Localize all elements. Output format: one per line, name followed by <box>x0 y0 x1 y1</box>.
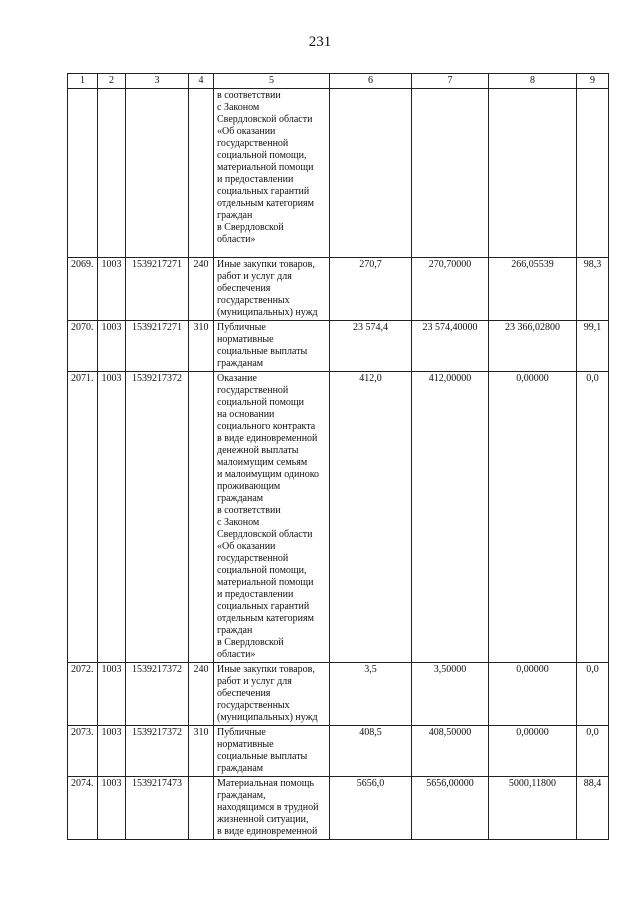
header-cell-2: 2 <box>98 74 126 89</box>
cell-empty <box>126 89 189 258</box>
cell-name: Оказание государственной социальной помощи на основании социального контракта в виде единовременной денежной выплаты малоимущим семьям и малоимущим одиноко проживающим гражданам в соответствии с Законом Свердловской области «Об оказании государственной социальной помощи, материальной помощи и предоставлении социальных гарантий отдельным категориям граждан в Свердловской области» <box>214 372 330 663</box>
cell-code: 1539217473 <box>126 777 189 840</box>
cell-col8: 266,05539 <box>489 258 577 321</box>
cell-section: 1003 <box>98 258 126 321</box>
table-row <box>68 726 609 777</box>
cell-section: 1003 <box>98 372 126 663</box>
cell-type: 310 <box>189 321 214 372</box>
header-cell-4: 4 <box>189 74 214 89</box>
header-cell-8: 8 <box>489 74 577 89</box>
cell-col6: 270,7 <box>330 258 412 321</box>
cell-code: 1539217271 <box>126 321 189 372</box>
cell-col6: 5656,0 <box>330 777 412 840</box>
cell-col9: 88,4 <box>577 777 609 840</box>
cell-col8: 23 366,02800 <box>489 321 577 372</box>
cell-col9: 98,3 <box>577 258 609 321</box>
cell-col9: 0,0 <box>577 663 609 726</box>
table-row-continuation <box>68 89 609 258</box>
table-row <box>68 258 609 321</box>
cell-col8: 5000,11800 <box>489 777 577 840</box>
cell-col6: 412,0 <box>330 372 412 663</box>
cell-col7: 408,50000 <box>412 726 489 777</box>
cell-num: 2074. <box>68 777 98 840</box>
budget-table <box>67 73 609 840</box>
page-number: 231 <box>308 34 332 50</box>
cell-col8: 0,00000 <box>489 663 577 726</box>
cell-num: 2072. <box>68 663 98 726</box>
cell-col6: 3,5 <box>330 663 412 726</box>
cell-col9: 99,1 <box>577 321 609 372</box>
cell-code: 1539217271 <box>126 258 189 321</box>
cell-col8: 0,00000 <box>489 726 577 777</box>
header-cell-7: 7 <box>412 74 489 89</box>
cell-name: Материальная помощь гражданам, находящимся в трудной жизненной ситуации, в виде единовременной <box>214 777 330 840</box>
cell-col6: 23 574,4 <box>330 321 412 372</box>
cell-empty <box>189 89 214 258</box>
cell-name: Иные закупки товаров, работ и услуг для обеспечения государственных (муниципальных) нужд <box>214 663 330 726</box>
cell-type <box>189 777 214 840</box>
cell-section: 1003 <box>98 726 126 777</box>
cell-col6: 408,5 <box>330 726 412 777</box>
header-cell-5: 5 <box>214 74 330 89</box>
table-row <box>68 372 609 663</box>
cell-num: 2069. <box>68 258 98 321</box>
cell-type: 240 <box>189 663 214 726</box>
cell-section: 1003 <box>98 777 126 840</box>
cell-empty <box>330 89 412 258</box>
cell-num: 2070. <box>68 321 98 372</box>
table-row <box>68 321 609 372</box>
cell-name: Иные закупки товаров, работ и услуг для обеспечения государственных (муниципальных) нужд <box>214 258 330 321</box>
cell-col7: 23 574,40000 <box>412 321 489 372</box>
cell-empty <box>68 89 98 258</box>
cell-col7: 270,70000 <box>412 258 489 321</box>
cell-type <box>189 372 214 663</box>
cell-name: Публичные нормативные социальные выплаты гражданам <box>214 726 330 777</box>
cell-col9: 0,0 <box>577 726 609 777</box>
table-row <box>68 663 609 726</box>
cell-empty <box>412 89 489 258</box>
cell-type: 240 <box>189 258 214 321</box>
cell-code: 1539217372 <box>126 726 189 777</box>
cell-type: 310 <box>189 726 214 777</box>
cell-empty <box>489 89 577 258</box>
header-cell-1: 1 <box>68 74 98 89</box>
cell-num: 2073. <box>68 726 98 777</box>
cell-col7: 5656,00000 <box>412 777 489 840</box>
cell-code: 1539217372 <box>126 663 189 726</box>
cell-code: 1539217372 <box>126 372 189 663</box>
cell-section: 1003 <box>98 663 126 726</box>
header-cell-6: 6 <box>330 74 412 89</box>
table-row <box>68 777 609 840</box>
cell-col8: 0,00000 <box>489 372 577 663</box>
header-cell-9: 9 <box>577 74 609 89</box>
cell-section: 1003 <box>98 321 126 372</box>
cell-col9: 0,0 <box>577 372 609 663</box>
cell-num: 2071. <box>68 372 98 663</box>
cell-name: в соответствии с Законом Свердловской области «Об оказании государственной социальной помощи, материальной помощи и предоставлении социальных гарантий отдельным категориям граждан в Свердловской области» <box>214 89 330 258</box>
cell-col7: 412,00000 <box>412 372 489 663</box>
cell-empty <box>577 89 609 258</box>
cell-empty <box>98 89 126 258</box>
cell-col7: 3,50000 <box>412 663 489 726</box>
header-cell-3: 3 <box>126 74 189 89</box>
cell-name: Публичные нормативные социальные выплаты гражданам <box>214 321 330 372</box>
header-row <box>68 74 609 89</box>
